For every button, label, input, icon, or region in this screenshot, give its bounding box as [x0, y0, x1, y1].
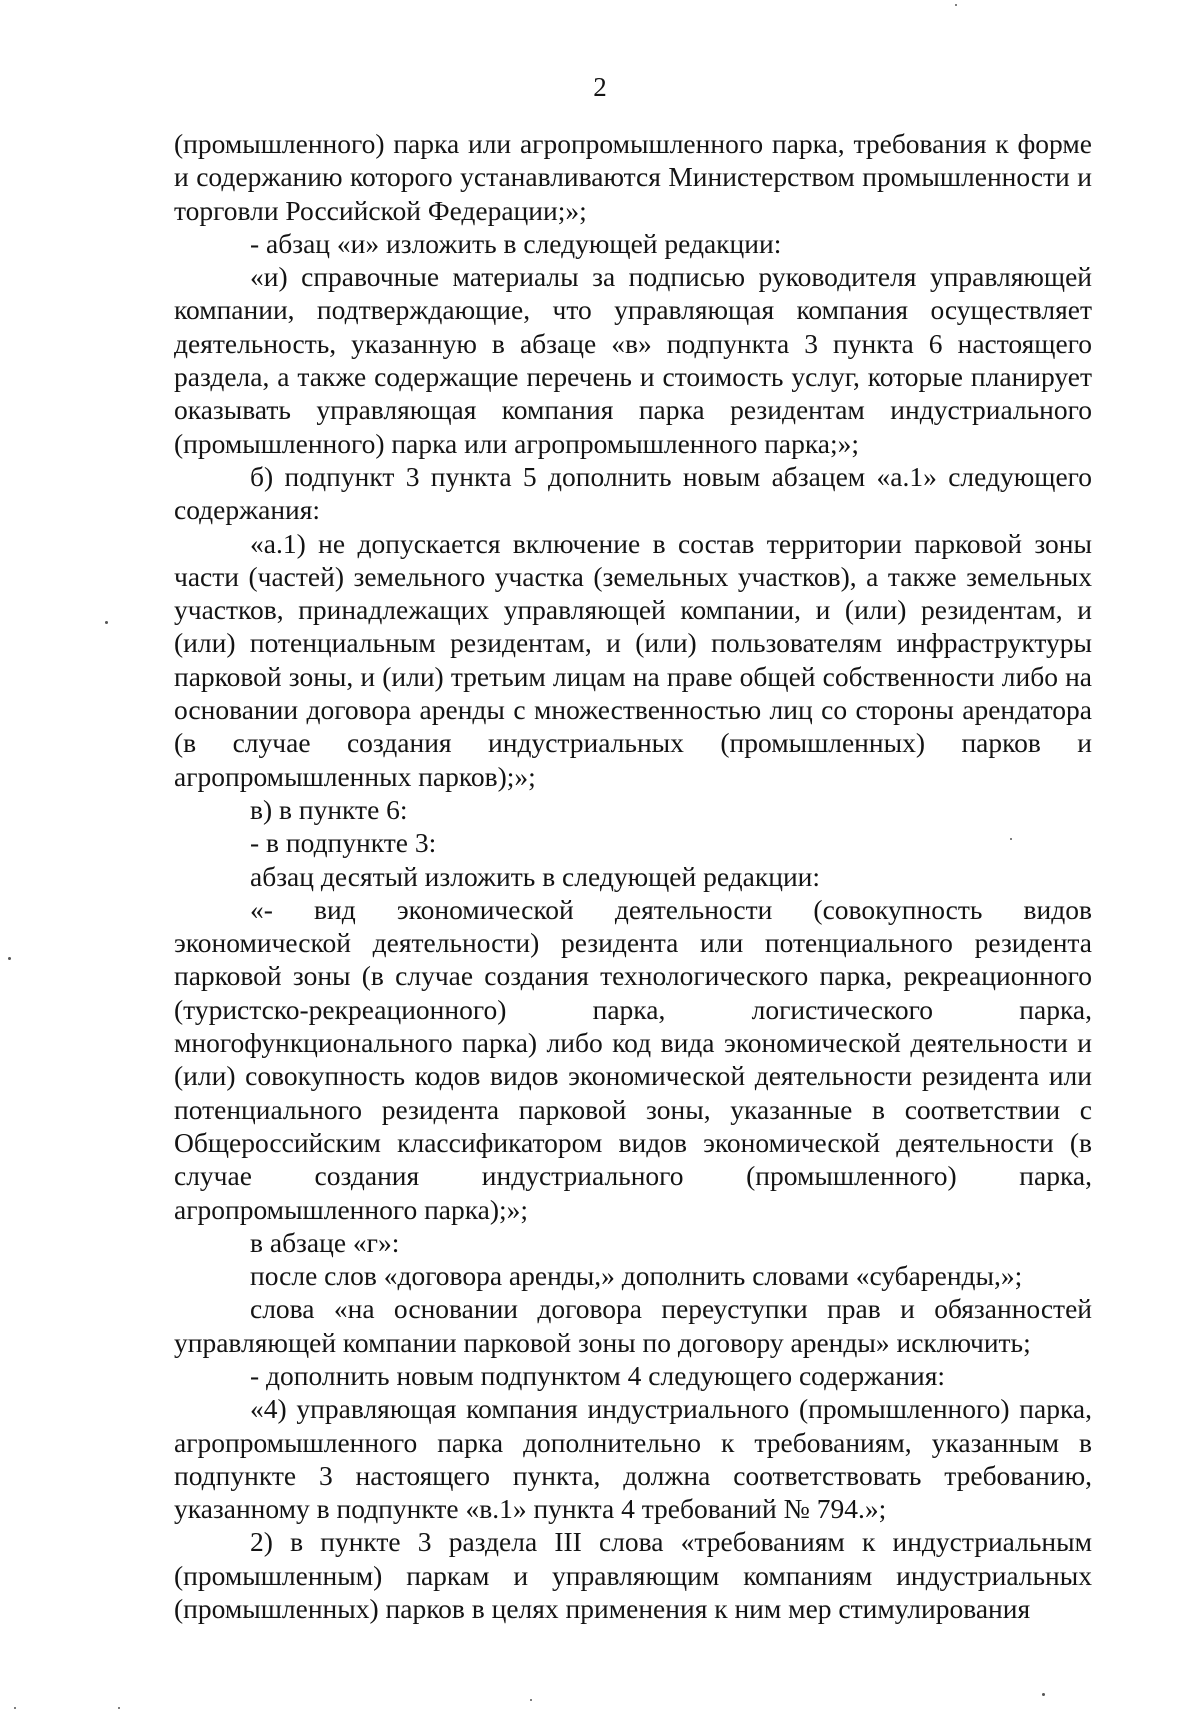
scan-speck — [118, 1707, 120, 1709]
document-body — [174, 127, 1092, 1625]
scan-speck — [105, 621, 108, 624]
paragraph: б) подпункт 3 пункта 5 дополнить новым абзацем «а.1» следующего содержания: — [174, 460, 1092, 526]
paragraph: - абзац «и» изложить в следующей редакции: — [250, 227, 782, 259]
paragraph: в абзаце «г»: — [250, 1226, 400, 1258]
paragraph: - дополнить новым подпунктом 4 следующего содержания: — [250, 1359, 946, 1391]
page-number: 2 — [593, 72, 607, 102]
paragraph: 2) в пункте 3 раздела III слова «требованиям к индустриальным (промышленным) паркам и управляющим компаниям индустриальных (промышленных) парков в целях применения к ним мер стимулирования — [174, 1526, 1092, 1625]
paragraph: абзац десятый изложить в следующей редакции: — [250, 860, 821, 892]
scan-speck — [1010, 838, 1012, 840]
paragraph: «4) управляющая компания индустриального (промышленного) парка, агропромышленного парка дополнительно к требованиям, указанным в подпункте 3 настоящего пункта, должна соответствовать требованию, указанному в подпункте «в.1» пункта 4 требований № 794.»; — [174, 1393, 1092, 1525]
paragraph: в) в пункте 6: — [250, 793, 408, 825]
paragraph: «и) справочные материалы за подписью руководителя управляющей компании, подтверждающие, что управляющая компания осуществляет деятельность, указанную в абзаце «в» подпункта 3 пункта 6 настоящего раздела, а также содержащие перечень и стоимость услуг, которые планирует оказывать управляющая компания парка резидентам индустриального (промышленного) парка или агропромышленного парка;»; — [174, 261, 1092, 459]
scan-speck — [1042, 1693, 1045, 1696]
scan-speck — [530, 1699, 532, 1701]
scan-speck — [14, 1707, 16, 1709]
scan-speck — [8, 957, 11, 960]
paragraph: - в подпункте 3: — [250, 827, 437, 859]
paragraph: (промышленного) парка или агропромышленного парка, требования к форме и содержанию которого устанавливаются Министерством промышленности и торговли Российской Федерации;»; — [174, 128, 1092, 226]
paragraph: слова «на основании договора переуступки прав и обязанностей управляющей компании парковой зоны по договору аренды» исключить; — [174, 1293, 1092, 1358]
paragraph: «- вид экономической деятельности (совокупность видов экономической деятельности) резидента или потенциального резидента парковой зоны (в случае создания технологического парка, рекреационного (туристско-рекреационного) парка, логистического парка, многофункционального парка) либо код вида экономической деятельности и (или) совокупность кодов видов экономической деятельности резидента или потенциального резидента парковой зоны, указанные в соответствии с Общероссийским классификатором видов экономической деятельности (в случае создания индустриального (промышленного) парка, агропромышленного парка);»; — [174, 893, 1092, 1225]
scan-speck — [955, 4, 957, 6]
paragraph: «а.1) не допускается включение в состав территории парковой зоны части (частей) земельного участка (земельных участков), а также земельных участков, принадлежащих управляющей компании, и (или) резидентам, и (или) потенциальным резидентам, и (или) пользователям инфраструктуры парковой зоны, и (или) третьим лицам на праве общей собственности либо на основании договора аренды с множественностью лиц со стороны арендатора (в случае создания индустриальных (промышленных) парков и агропромышленных парков);»; — [174, 527, 1092, 792]
paragraph: после слов «договора аренды,» дополнить словами «субаренды,»; — [250, 1260, 1023, 1292]
